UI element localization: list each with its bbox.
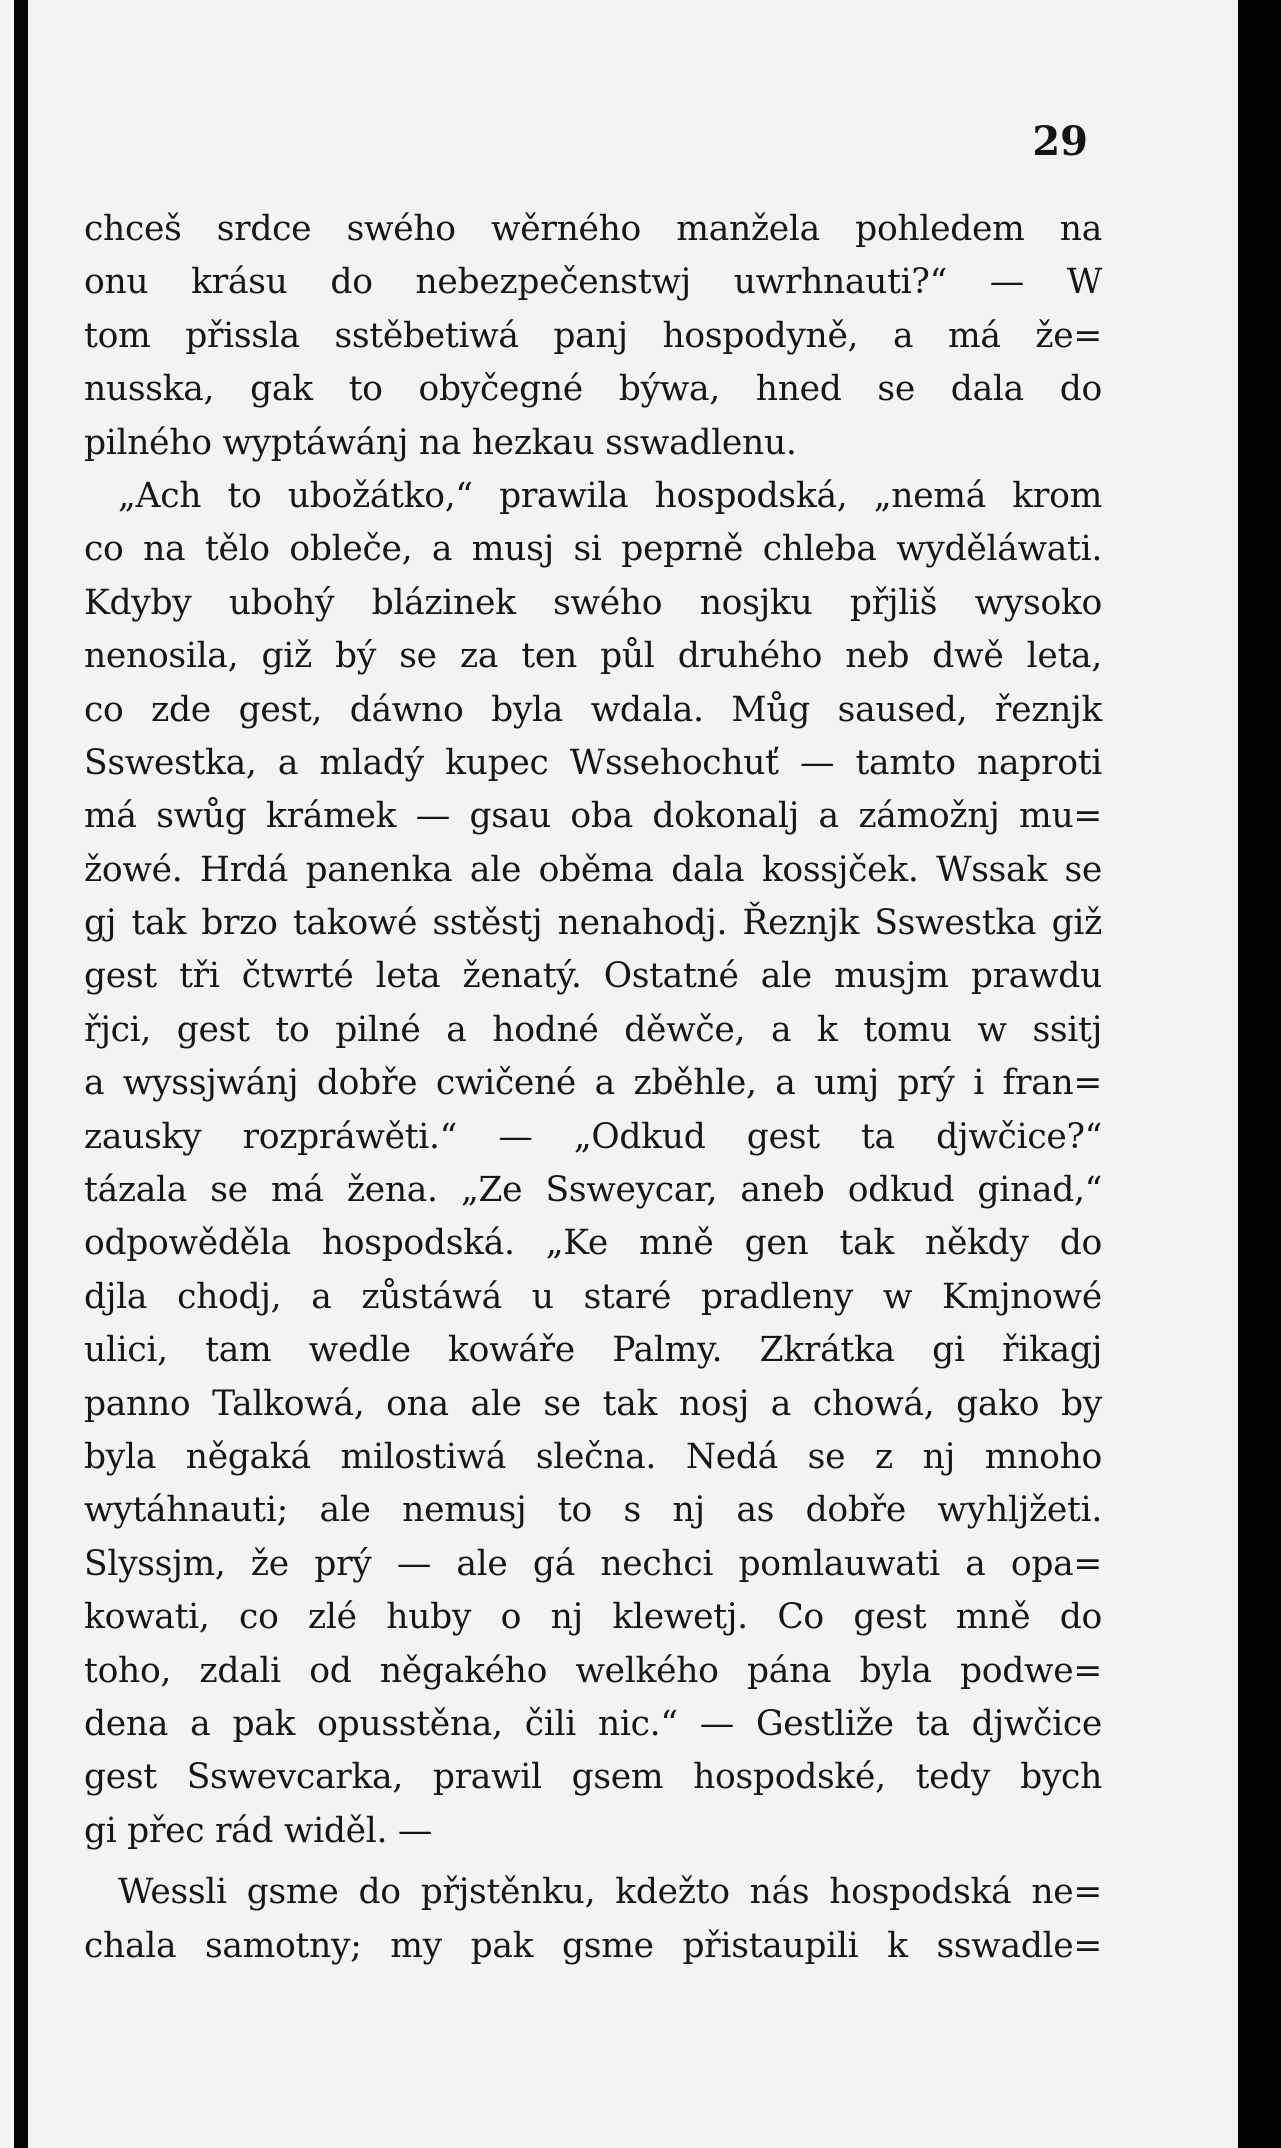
text-line: žowé. Hrdá panenka ale oběma dala kossjček. Wssak se <box>84 849 1102 890</box>
text-line: wytáhnauti; ale nemusj to s nj as dobře wyhljžeti. <box>84 1490 1102 1531</box>
text-line: „Ach to ubožátko,“ prawila hospodská, „nemá krom <box>118 475 1102 516</box>
scan-left-gutter <box>14 0 28 2148</box>
text-line: Wessli gsme do přjstěnku, kdežto nás hospodská ne= <box>118 1872 1102 1913</box>
text-line: má swůg krámek — gsau oba dokonalj a zámožnj mu= <box>84 796 1102 837</box>
paragraph-gap <box>84 1858 1102 1866</box>
text-line: odpowěděla hospodská. „Ke mně gen tak někdy do <box>84 1223 1102 1264</box>
text-line: Kdyby ubohý blázinek swého nosjku přjliš wysoko <box>84 582 1102 623</box>
text-line: co zde gest, dáwno byla wdala. Můg saused, řeznjk <box>84 689 1102 730</box>
text-line: pilného wyptáwánj na hezkau sswadlenu. <box>84 422 797 463</box>
text-line: Sswestka, a mladý kupec Wssehochuť — tamto naproti <box>84 742 1102 783</box>
scan-right-gutter <box>1238 0 1281 2148</box>
text-line: ulici, tam wedle kowáře Palmy. Zkrátka gi řikagj <box>84 1330 1102 1371</box>
text-line: chceš srdce swého wěrného manžela pohledem na <box>84 209 1102 249</box>
text-line: byla něgaká milostiwá slečna. Nedá se z nj mnoho <box>84 1436 1102 1477</box>
text-line: řjci, gest to pilné a hodné děwče, a k tomu w ssitj <box>84 1009 1102 1050</box>
page-number: 29 <box>1032 118 1088 165</box>
text-line: gest tři čtwrté leta ženatý. Ostatné ale musjm prawdu <box>84 956 1102 997</box>
book-page <box>28 0 1238 2148</box>
text-line: zausky rozpráwěti.“ — „Odkud gest ta djwčice?“ <box>84 1116 1102 1157</box>
text-line: gest Sswevcarka, prawil gsem hospodské, tedy bych <box>84 1757 1102 1798</box>
text-line: kowati, co zlé huby o nj klewetj. Co gest mně do <box>84 1597 1102 1638</box>
text-line: toho, zdali od něgakého welkého pána byla podwe= <box>84 1650 1102 1691</box>
text-line: onu krásu do nebezpečenstwj uwrhnauti?“ — W <box>84 262 1102 303</box>
text-line: gj tak brzo takowé sstěstj nenahodj. Řeznjk Sswestka giž <box>84 903 1102 944</box>
text-line: tom přissla sstěbetiwá panj hospodyně, a má že= <box>84 315 1102 356</box>
scan-left-margin <box>0 0 14 2148</box>
text-line: a wyssjwánj dobře cwičené a zběhle, a umj prý i fran= <box>84 1063 1102 1104</box>
body-text <box>84 203 1102 1973</box>
text-line: Slyssjm, že prý — ale gá nechci pomlauwati a opa= <box>84 1543 1102 1584</box>
text-line: nenosila, giž bý se za ten půl druhého neb dwě leta, <box>84 636 1102 677</box>
text-line: gi přec rád widěl. — <box>84 1810 433 1851</box>
text-line: panno Talkowá, ona ale se tak nosj a chowá, gako by <box>84 1383 1102 1424</box>
text-line: nusska, gak to obyčegné býwa, hned se dala do <box>84 369 1102 410</box>
text-line: tázala se má žena. „Ze Ssweycar, aneb odkud ginad,“ <box>84 1170 1102 1211</box>
text-line: chala samotny; my pak gsme přistaupili k sswadle= <box>84 1925 1102 1966</box>
text-line: djla chodj, a zůstáwá u staré pradleny w Kmjnowé <box>84 1276 1102 1317</box>
text-line: dena a pak opusstěna, čili nic.“ — Gestliže ta djwčice <box>84 1703 1102 1744</box>
text-line: co na tělo obleče, a musj si peprně chleba wyděláwati. <box>84 529 1102 570</box>
